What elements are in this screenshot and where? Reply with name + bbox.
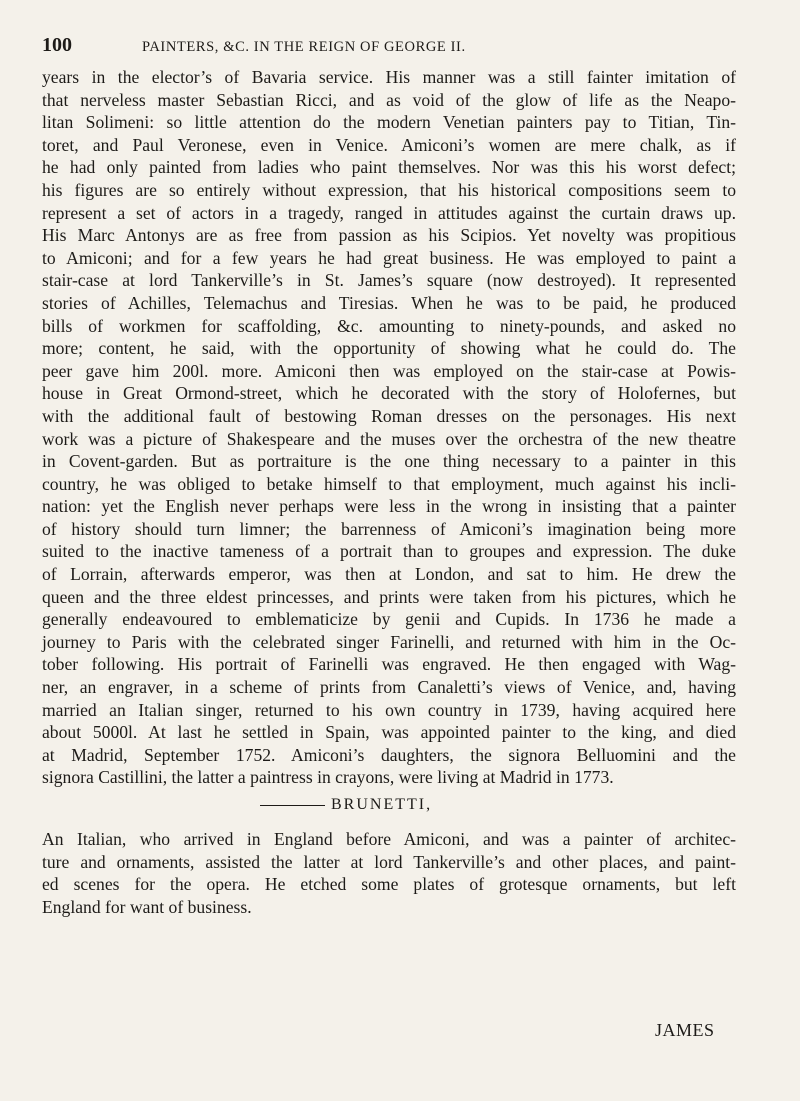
- text-line: suited to the inactive tameness of a portrait than to groupes and expression. The duke: [42, 541, 736, 562]
- text-line: peer gave him 200l. more. Amiconi then was employed on the stair-case at Powis-: [42, 360, 736, 381]
- text-line: of Lorrain, afterwards emperor, was then at London, and sat to him. He drew the: [42, 564, 736, 585]
- text-line: at Madrid, September 1752. Amiconi’s daughters, the signora Belluomini and the: [42, 744, 736, 765]
- section-heading: [260, 796, 660, 814]
- text-line: litan Solimeni: so little attention do the modern Venetian painters pay to Titian, Tin-: [42, 112, 736, 133]
- text-line: that nerveless master Sebastian Ricci, and as void of the glow of life as the Neapo-: [42, 89, 736, 110]
- text-line: journey to Paris with the celebrated singer Farinelli, and returned with him in the Oc-: [42, 631, 736, 652]
- text-line: ture and ornaments, assisted the latter at lord Tankerville’s and other places, and paint-: [42, 851, 736, 872]
- text-line: years in the elector’s of Bavaria service. His manner was a still fainter imitation of: [42, 67, 736, 87]
- catchword: JAMES: [655, 1020, 715, 1040]
- text-line: An Italian, who arrived in England before Amiconi, and was a painter of architec-: [42, 829, 736, 849]
- text-line: signora Castillini, the latter a paintress in crayons, were living at Madrid in 1773.: [42, 767, 614, 788]
- text-line: in Covent-garden. But as portraiture is the one thing necessary to a painter in this: [42, 451, 736, 472]
- text-line: stories of Achilles, Telemachus and Tiresias. When he was to be paid, he produced: [42, 292, 736, 313]
- text-line: he had only painted from ladies who paint themselves. Nor was this his worst defect;: [42, 157, 736, 178]
- text-line: ed scenes for the opera. He etched some plates of grotesque ornaments, but left: [42, 874, 736, 895]
- text-line: toret, and Paul Veronese, even in Venice. Amiconi’s women are mere chalk, as if: [42, 134, 736, 155]
- text-line: England for want of business.: [42, 896, 252, 917]
- text-line: generally endeavoured to emblematicize by genii and Cupids. In 1736 he made a: [42, 609, 736, 630]
- text-line: nation: yet the English never perhaps were less in the wrong in insisting that a painter: [42, 496, 736, 517]
- text-line: queen and the three eldest princesses, and prints were taken from his pictures, which he: [42, 586, 736, 607]
- page-header: [42, 34, 732, 58]
- text-line: more; content, he said, with the opportunity of showing what he could do. The: [42, 338, 736, 359]
- section-heading-text: BRUNETTI,: [331, 796, 433, 813]
- text-line: house in Great Ormond-street, which he decorated with the story of Holofernes, but: [42, 383, 736, 404]
- text-line: about 5000l. At last he settled in Spain, was appointed painter to the king, and died: [42, 722, 736, 743]
- text-line: with the additional fault of bestowing Roman dresses on the personages. His next: [42, 405, 736, 426]
- text-line: ner, an engraver, in a scheme of prints from Canaletti’s views of Venice, and, having: [42, 677, 736, 698]
- paragraph-amiconi: [42, 66, 736, 789]
- paragraph-brunetti: [42, 828, 736, 918]
- text-line: tober following. His portrait of Farinelli was engraved. He then engaged with Wag-: [42, 654, 736, 675]
- text-line: married an Italian singer, returned to his own country in 1739, having acquired here: [42, 699, 736, 720]
- text-line: bills of workmen for scaffolding, &c. amounting to ninety-pounds, and asked no: [42, 315, 736, 336]
- running-head: PAINTERS, &C. IN THE REIGN OF GEORGE II.: [142, 39, 466, 55]
- text-line: of history should turn limner; the barrenness of Amiconi’s imagination being more: [42, 518, 736, 539]
- page-number: 100: [42, 34, 72, 56]
- text-line: his figures are so entirely without expression, that his historical compositions seem to: [42, 179, 736, 200]
- text-line: to Amiconi; and for a few years he had great business. He was employed to paint a: [42, 247, 736, 268]
- text-line: stair-case at lord Tankerville’s in St. James’s square (now destroyed). It represented: [42, 270, 736, 291]
- heading-rule: [260, 805, 325, 806]
- text-line: His Marc Antonys are as free from passion as his Scipios. Yet novelty was propitious: [42, 225, 736, 246]
- text-line: country, he was obliged to betake himself to that employment, much against his incli-: [42, 473, 736, 494]
- text-line: represent a set of actors in a tragedy, ranged in attitudes against the curtain draws up.: [42, 202, 736, 223]
- text-line: work was a picture of Shakespeare and the muses over the orchestra of the new theatre: [42, 428, 736, 449]
